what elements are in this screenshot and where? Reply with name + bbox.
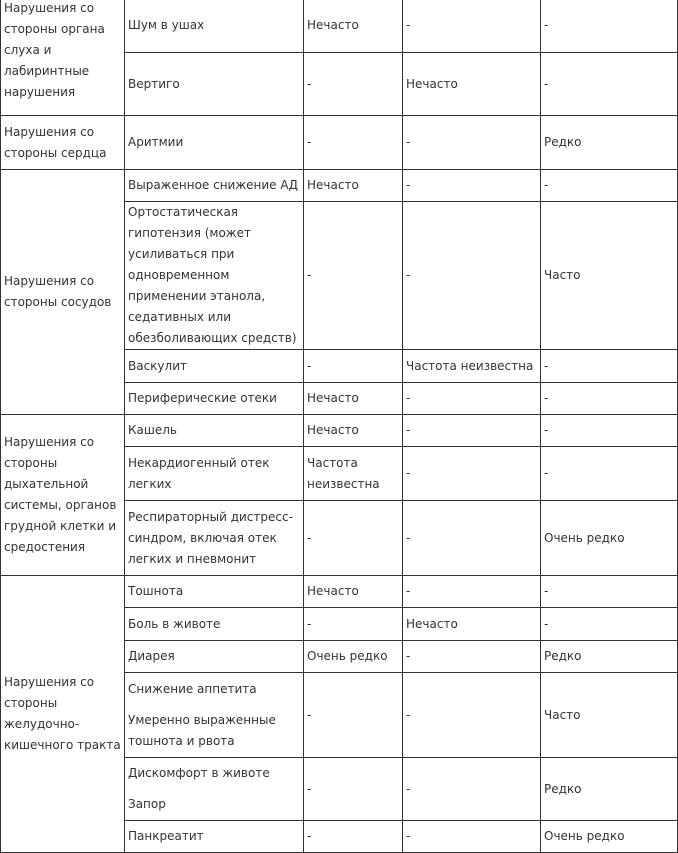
effect-cell bbox=[125, 673, 304, 758]
frequency-cell: - bbox=[304, 673, 403, 758]
effect-cell: Ортостатическая гипотензия (может усиливаться при одновременном применении этанола, седативных или обезболивающих средств) bbox=[125, 202, 304, 350]
effect-line: Умеренно выраженные тошнота и рвота bbox=[128, 712, 276, 748]
table-row bbox=[1, 576, 678, 608]
effect-cell: Кашель bbox=[125, 415, 304, 447]
frequency-cell: - bbox=[541, 608, 678, 641]
effect-cell: Васкулит bbox=[125, 350, 304, 383]
effect-cell: Диарея bbox=[125, 641, 304, 673]
frequency-cell: - bbox=[403, 501, 541, 576]
frequency-cell: - bbox=[403, 576, 541, 608]
frequency-cell: - bbox=[541, 576, 678, 608]
table-row bbox=[1, 415, 678, 447]
frequency-cell: Нечасто bbox=[304, 576, 403, 608]
frequency-cell: - bbox=[304, 821, 403, 853]
effect-cell: Респираторный дистресс-синдром, включая отек легких и пневмонит bbox=[125, 501, 304, 576]
frequency-cell: - bbox=[541, 170, 678, 202]
frequency-cell: - bbox=[403, 415, 541, 447]
effect-line: Запор bbox=[128, 797, 166, 811]
frequency-cell: Редко bbox=[541, 116, 678, 170]
frequency-cell: - bbox=[403, 0, 541, 53]
frequency-cell: - bbox=[541, 383, 678, 415]
frequency-cell: - bbox=[403, 673, 541, 758]
frequency-cell: - bbox=[403, 821, 541, 853]
frequency-cell: Нечасто bbox=[403, 608, 541, 641]
effect-cell: Шум в ушах bbox=[125, 0, 304, 53]
frequency-cell: - bbox=[403, 116, 541, 170]
line-gap bbox=[128, 700, 303, 710]
frequency-cell: Редко bbox=[541, 758, 678, 821]
organ-class-cell: Нарушения со стороны органа слуха и лабиринтные нарушения bbox=[1, 0, 125, 116]
frequency-cell: - bbox=[304, 53, 403, 116]
frequency-cell: Часто bbox=[541, 673, 678, 758]
table-body bbox=[1, 0, 678, 853]
effect-cell: Периферические отеки bbox=[125, 383, 304, 415]
frequency-cell: Очень редко bbox=[541, 821, 678, 853]
frequency-cell: - bbox=[403, 383, 541, 415]
effect-cell: Аритмии bbox=[125, 116, 304, 170]
effect-cell bbox=[125, 758, 304, 821]
frequency-cell: - bbox=[541, 415, 678, 447]
frequency-cell: Редко bbox=[541, 641, 678, 673]
organ-class-cell: Нарушения со стороны желудочно-кишечного тракта bbox=[1, 576, 125, 853]
frequency-cell: - bbox=[304, 202, 403, 350]
frequency-cell: - bbox=[304, 116, 403, 170]
organ-class-cell: Нарушения со стороны сердца bbox=[1, 116, 125, 170]
table-row bbox=[1, 0, 678, 53]
frequency-cell: - bbox=[304, 758, 403, 821]
frequency-cell: Очень редко bbox=[304, 641, 403, 673]
frequency-cell: - bbox=[541, 350, 678, 383]
frequency-cell: - bbox=[403, 170, 541, 202]
frequency-cell: Нечасто bbox=[304, 0, 403, 53]
frequency-cell: Нечасто bbox=[304, 383, 403, 415]
effect-cell: Панкреатит bbox=[125, 821, 304, 853]
effect-cell: Вертиго bbox=[125, 53, 304, 116]
frequency-cell: - bbox=[403, 202, 541, 350]
frequency-cell: - bbox=[541, 53, 678, 116]
frequency-cell: Частота неизвестна bbox=[304, 447, 403, 501]
frequency-cell: Часто bbox=[541, 202, 678, 350]
frequency-cell: - bbox=[304, 350, 403, 383]
frequency-cell: - bbox=[541, 0, 678, 53]
frequency-cell: - bbox=[403, 447, 541, 501]
organ-class-cell: Нарушения со стороны дыхательной системы, органов грудной клетки и средостения bbox=[1, 415, 125, 576]
effect-line: Дискомфорт в животе bbox=[128, 766, 270, 780]
frequency-cell: Частота неизвестна bbox=[403, 350, 541, 383]
frequency-cell: - bbox=[403, 758, 541, 821]
frequency-cell: Очень редко bbox=[541, 501, 678, 576]
frequency-cell: Нечасто bbox=[304, 415, 403, 447]
line-gap bbox=[128, 784, 303, 794]
organ-class-cell: Нарушения со стороны сосудов bbox=[1, 170, 125, 415]
effect-cell: Тошнота bbox=[125, 576, 304, 608]
table-row bbox=[1, 116, 678, 170]
frequency-cell: Нечасто bbox=[304, 170, 403, 202]
frequency-cell: - bbox=[304, 501, 403, 576]
effect-cell: Выраженное снижение АД bbox=[125, 170, 304, 202]
table-row bbox=[1, 170, 678, 202]
frequency-cell: - bbox=[304, 608, 403, 641]
effect-line: Снижение аппетита bbox=[128, 681, 257, 696]
frequency-cell: - bbox=[541, 447, 678, 501]
effect-cell: Некардиогенный отек легких bbox=[125, 447, 304, 501]
frequency-cell: Нечасто bbox=[403, 53, 541, 116]
frequency-cell: - bbox=[403, 641, 541, 673]
effect-cell: Боль в животе bbox=[125, 608, 304, 641]
